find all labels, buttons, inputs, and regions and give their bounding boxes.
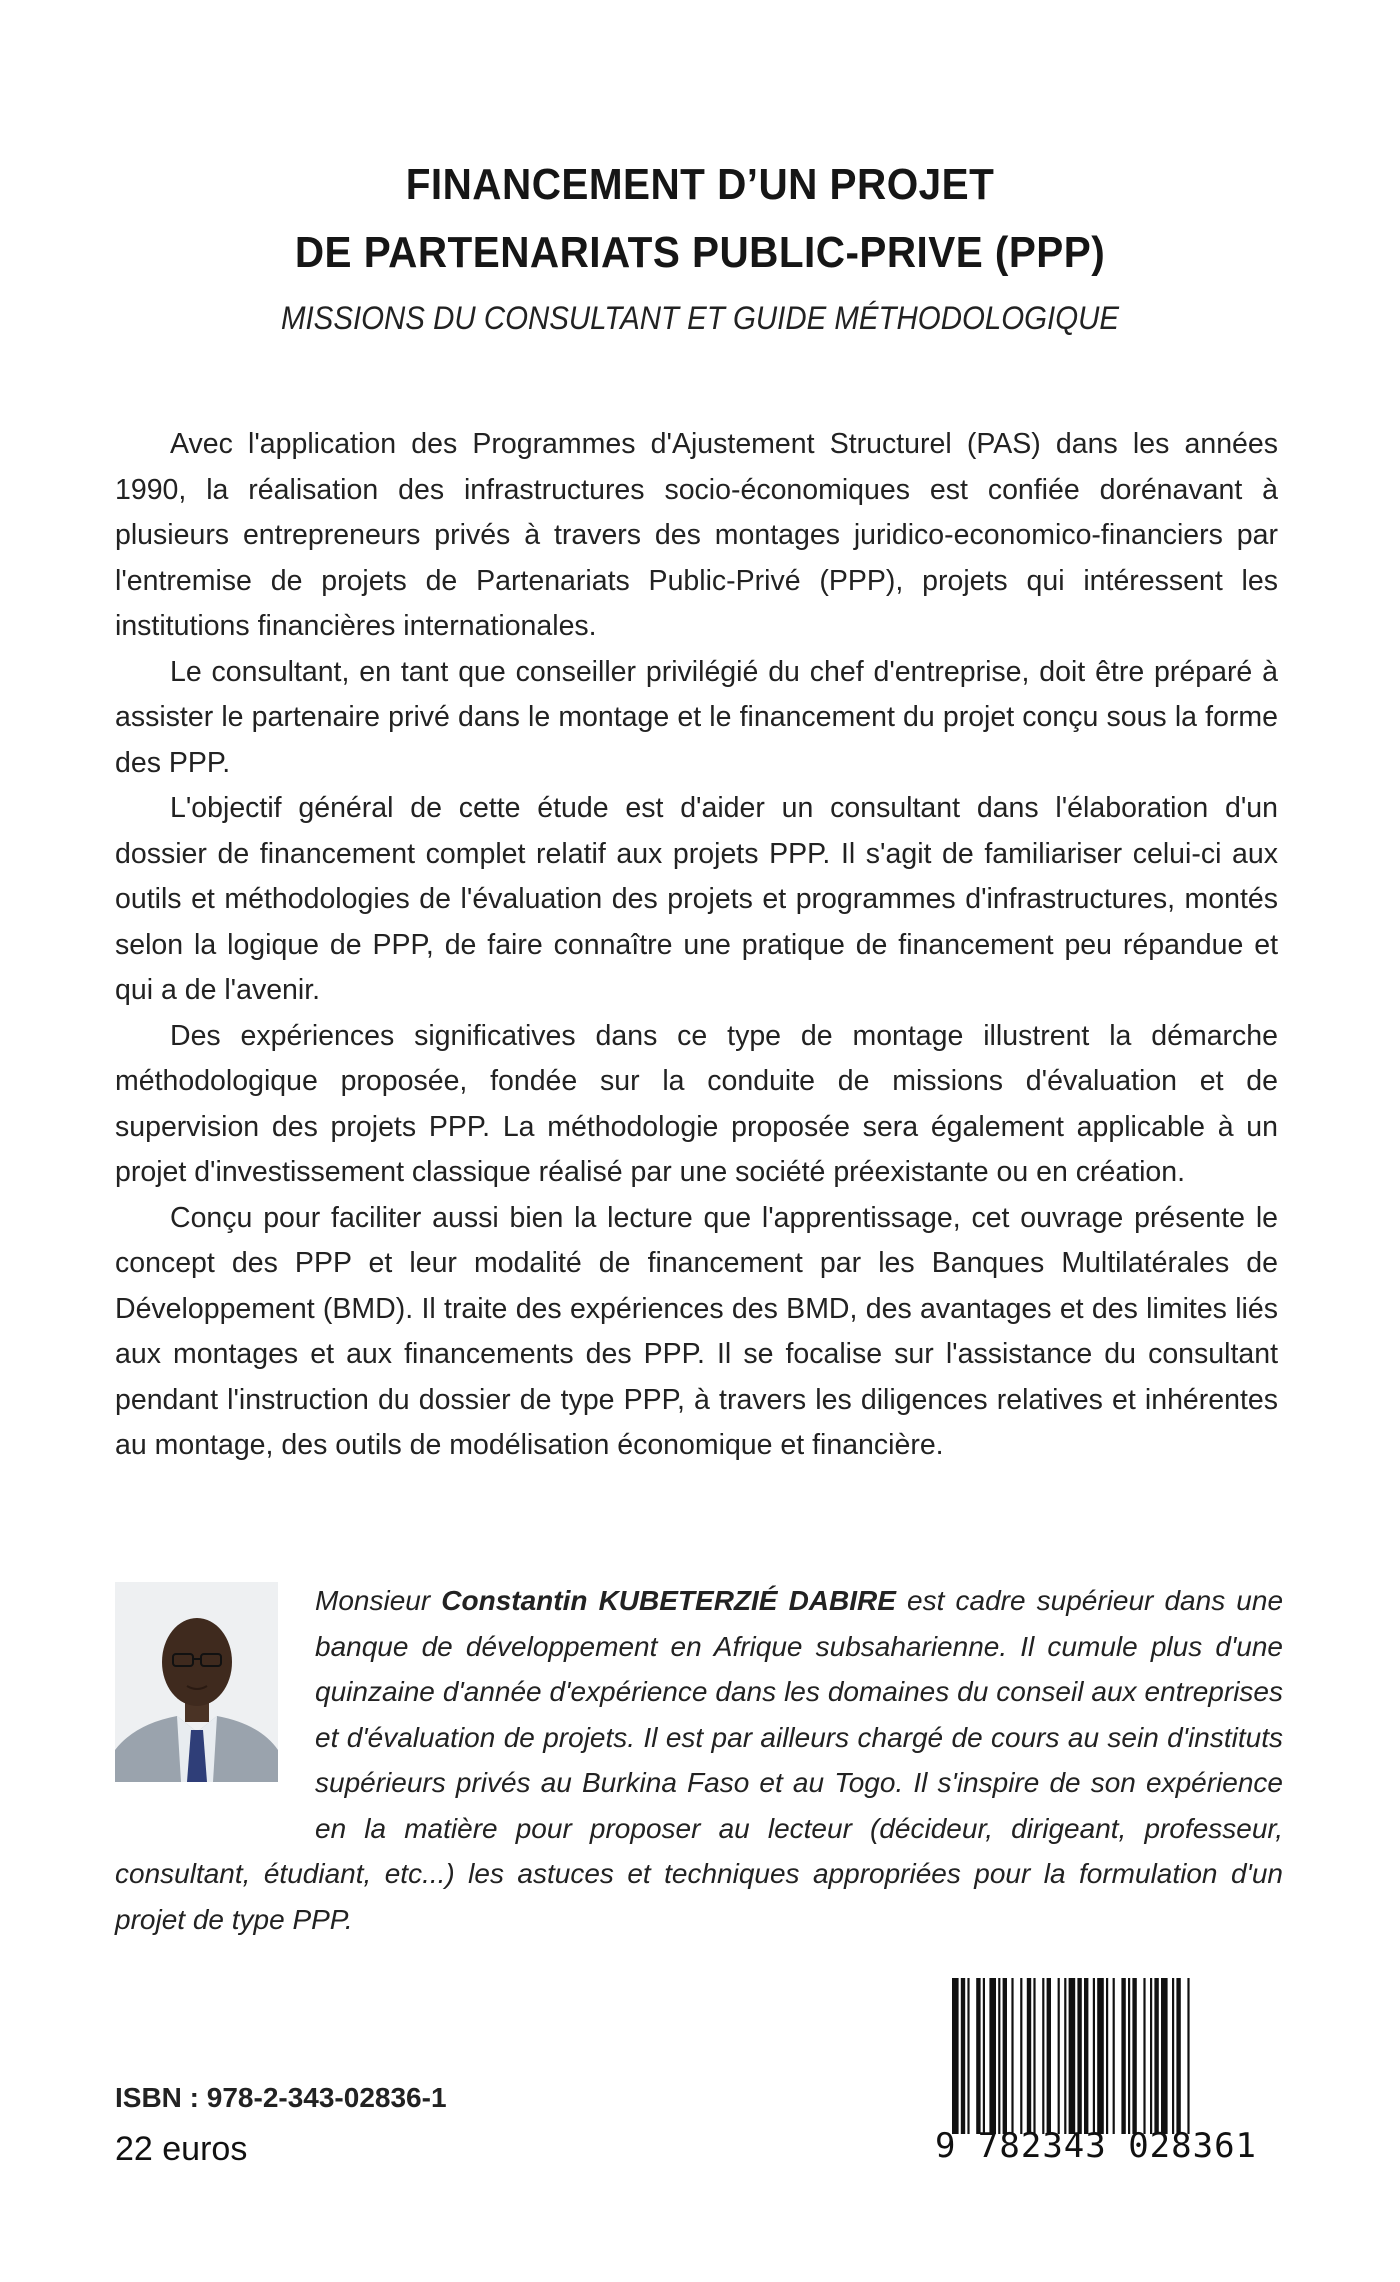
barcode-bar <box>1064 1978 1066 2134</box>
barcode-bar <box>998 1978 1000 2134</box>
barcode-bar <box>1150 1978 1152 2134</box>
barcode-bar <box>1187 1978 1189 2134</box>
barcode-bars <box>950 1978 1264 2134</box>
barcode <box>928 1978 1264 2178</box>
author-prefix: Monsieur <box>315 1585 431 1616</box>
barcode-bar <box>1058 1978 1060 2134</box>
barcode-bar <box>961 1978 965 2134</box>
barcode-bar <box>1176 1978 1180 2134</box>
barcode-bar <box>1093 1978 1095 2134</box>
barcode-number: 9 782343 028361 <box>934 2126 1258 2166</box>
barcode-bar <box>1097 1978 1104 2134</box>
barcode-bar <box>1154 1978 1158 2134</box>
barcode-bar <box>976 1978 980 2134</box>
barcode-bar <box>983 1978 985 2134</box>
author-bio <box>115 1578 1283 1942</box>
blurb-paragraph: Le consultant, en tant que conseiller privilégié du chef d'entreprise, doit être préparé à assister le partenaire privé dans le montage et le financement du projet conçu sous la forme des PPP. <box>115 655 1278 779</box>
barcode-bar <box>1047 1978 1051 2134</box>
barcode-bar <box>1011 1978 1013 2134</box>
barcode-bar <box>1027 1978 1031 2134</box>
barcode-bar <box>1020 1978 1022 2134</box>
barcode-bar <box>1132 1978 1136 2134</box>
barcode-bar <box>1033 1978 1035 2134</box>
blurb <box>115 422 1278 1469</box>
blurb-paragraph: Avec l'application des Programmes d'Ajustement Structurel (PAS) dans les années 1990, la réalisation des infrastructures socio-économiques est confiée dorénavant à plusieurs entrepreneurs privés à travers des montages juridico-economico-financiers par l'entremise de projets de Partenariats Public-Privé (PPP), projets qui intéressent les institutions financières internationales. <box>115 428 1278 642</box>
barcode-bar <box>1003 1978 1007 2134</box>
book-subtitle: MISSIONS DU CONSULTANT ET GUIDE MÉTHODOLOGIQUE <box>280 300 1120 336</box>
barcode-bar <box>952 1978 959 2134</box>
blurb-paragraph: Des expériences significatives dans ce type de montage illustrent la démarche méthodologique proposée, fondée sur la conduite de missions d'évaluation et de supervision des projets PPP. La méthodologie proposée sera également applicable à un projet d'investissement classique réalisé par une société préexistante ou en création. <box>115 1019 1278 1188</box>
barcode-bar <box>1121 1978 1125 2134</box>
blurb-paragraph: Conçu pour faciliter aussi bien la lecture que l'apprentissage, cet ouvrage présente le concept des PPP et leur modalité de financement par les Banques Multilatérales de Développement (BMD). Il traite des expériences des BMD, des avantages et des limites liés aux montages et aux financements des PPP. Il se focalise sur l'assistance du consultant pendant l'instruction du dossier de type PPP, à travers les diligences relatives et inhérentes au montage, des outils de modélisation économique et financière. <box>115 1201 1278 1461</box>
book-title-line-2: DE PARTENARIATS PUBLIC-PRIVE (PPP) <box>294 228 1106 277</box>
barcode-bar <box>967 1978 969 2134</box>
barcode-bar <box>1106 1978 1108 2134</box>
barcode-bar <box>1161 1978 1168 2134</box>
barcode-bar <box>1042 1978 1044 2134</box>
author-name: Constantin KUBETERZIÉ DABIRE <box>441 1585 896 1616</box>
barcode-bar <box>1084 1978 1088 2134</box>
barcode-bar <box>1077 1978 1081 2134</box>
barcode-bar <box>1172 1978 1174 2134</box>
price: 22 euros <box>115 2130 248 2168</box>
barcode-bar <box>989 1978 996 2134</box>
barcode-bar <box>1143 1978 1145 2134</box>
barcode-bar <box>1113 1978 1115 2134</box>
blurb-paragraph: L'objectif général de cette étude est d'aider un consultant dans l'élaboration d'un dossier de financement complet relatif aux projets PPP. Il s'agit de familiariser celui-ci aux outils et méthodologies de l'évaluation des projets et programmes d'infrastructures, montés selon la logique de PPP, de faire connaître une pratique de financement peu répandue et qui a de l'avenir. <box>115 792 1278 1006</box>
barcode-bar <box>1069 1978 1076 2134</box>
barcode-bar <box>1128 1978 1130 2134</box>
isbn: ISBN : 978-2-343-02836-1 <box>115 2082 447 2113</box>
book-title-line-1: FINANCEMENT D’UN PROJET <box>405 160 995 209</box>
author-bio-text: est cadre supérieur dans une banque de développement en Afrique subsaharienne. Il cumule plus d'une quinzaine d'année d'expérience dans les domaines du conseil aux entreprises et d'évaluation de projets. Il est par ailleurs chargé de cours au sein d'instituts supérieurs privés au Burkina Faso et au Togo. Il s'inspire de son expérience en la matière pour proposer au lecteur (décideur, dirigeant, professeur, consultant, étudiant, etc...) les astuces et techniques appropriées pour la formulation d'un projet de type PPP. <box>115 1585 1284 1935</box>
